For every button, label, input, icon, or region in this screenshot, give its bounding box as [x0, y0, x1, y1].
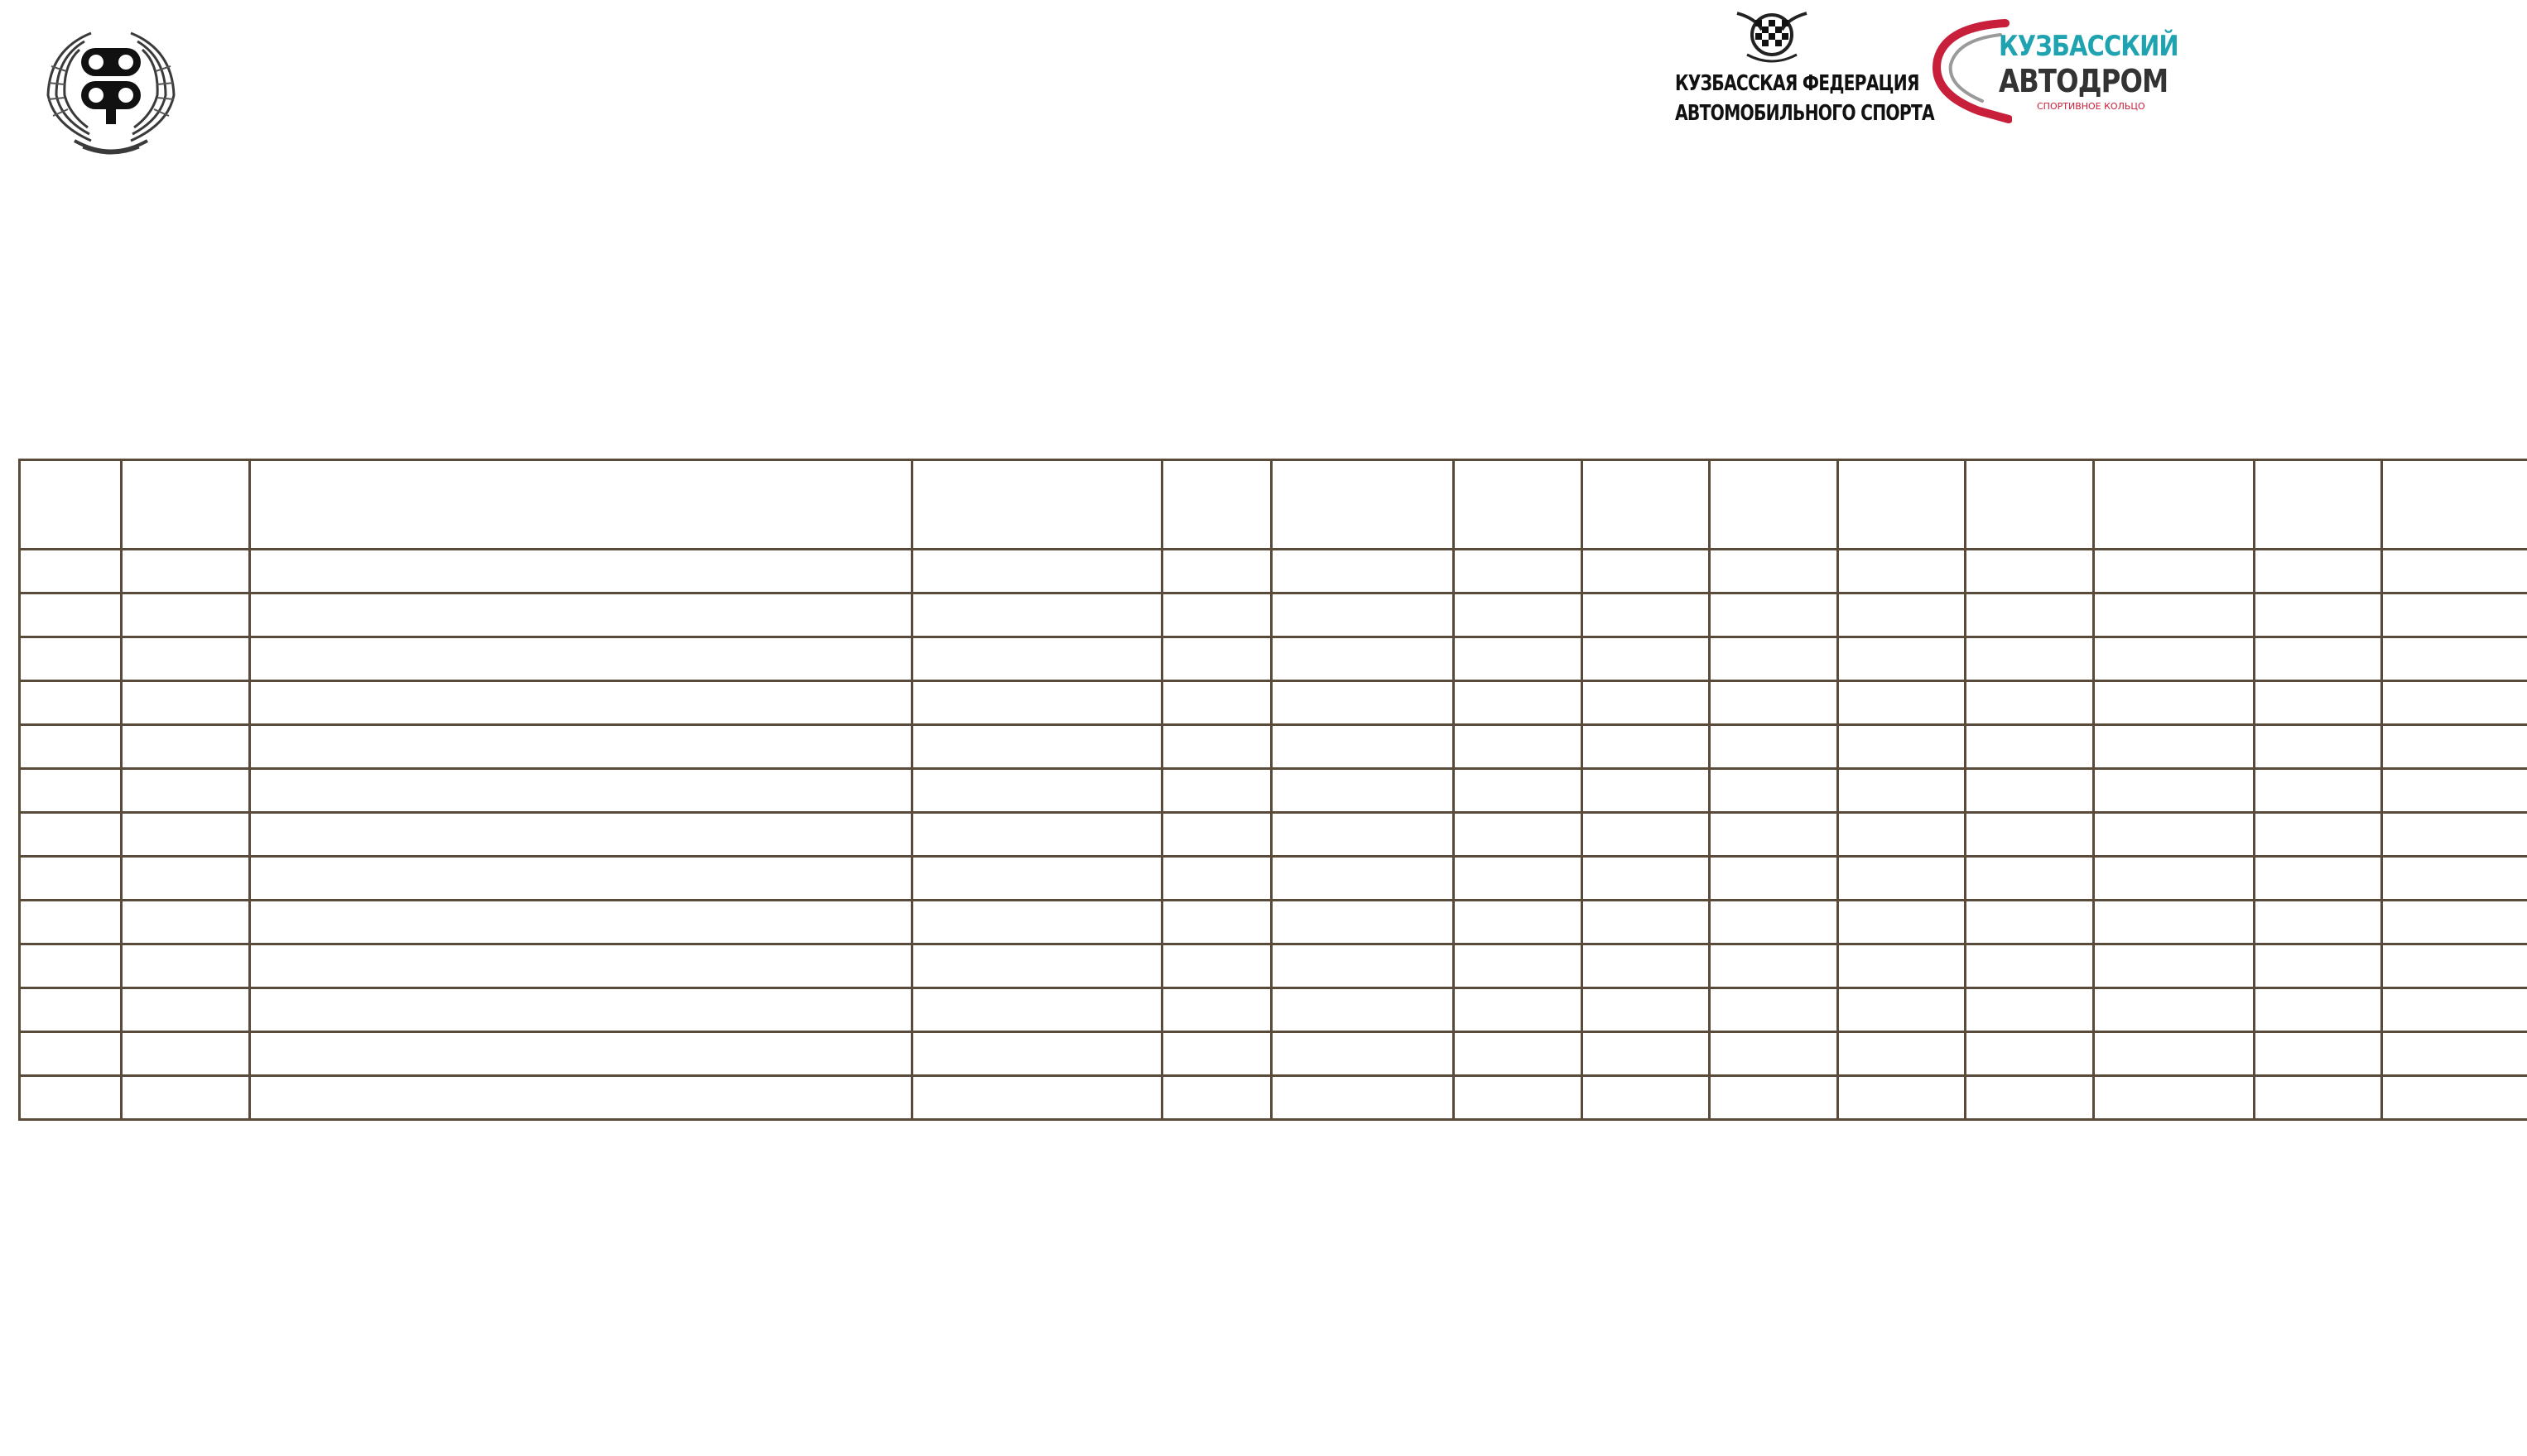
federation-logo	[1648, 2, 1934, 134]
table-header-cell	[2094, 460, 2255, 550]
table-row	[20, 637, 2527, 681]
table-cell	[1272, 681, 1454, 725]
table-cell	[2255, 1032, 2382, 1076]
raf-emblem-icon	[33, 17, 189, 157]
table-cell	[1966, 550, 2094, 593]
table-cell	[1710, 857, 1838, 901]
table-cell	[2094, 813, 2255, 857]
table-header-cell	[1582, 460, 1710, 550]
table-cell	[122, 1076, 250, 1120]
table-row	[20, 857, 2527, 901]
table-cell	[1162, 769, 1272, 813]
table-cell	[2382, 550, 2527, 593]
table-cell	[2255, 637, 2382, 681]
table-header-cell	[1710, 460, 1838, 550]
table-cell	[122, 1032, 250, 1076]
table-cell	[250, 1032, 912, 1076]
table-cell	[1838, 813, 1966, 857]
table-cell	[250, 550, 912, 593]
table-cell	[1162, 725, 1272, 769]
table-cell	[250, 901, 912, 944]
table-cell	[1582, 769, 1710, 813]
table-cell	[2382, 944, 2527, 988]
table-cell	[1966, 769, 2094, 813]
table-cell	[912, 550, 1162, 593]
table-cell	[2255, 857, 2382, 901]
table-cell	[2094, 637, 2255, 681]
table-cell	[1838, 681, 1966, 725]
table-cell	[1582, 857, 1710, 901]
table-cell	[1838, 944, 1966, 988]
table-cell	[2382, 769, 2527, 813]
table-cell	[1710, 1032, 1838, 1076]
autodrom-logo	[1929, 18, 2178, 126]
table-cell	[250, 769, 912, 813]
table-cell	[250, 593, 912, 637]
table-cell	[1272, 725, 1454, 769]
table-cell	[20, 901, 122, 944]
table-cell	[1454, 681, 1582, 725]
table-row	[20, 901, 2527, 944]
table-cell	[1966, 637, 2094, 681]
table-cell	[122, 550, 250, 593]
table-cell	[20, 637, 122, 681]
table-cell	[2255, 725, 2382, 769]
table-cell	[20, 857, 122, 901]
table-cell	[2094, 1032, 2255, 1076]
table-cell	[20, 988, 122, 1032]
table-cell	[1272, 1076, 1454, 1120]
table-row	[20, 550, 2527, 593]
table-cell	[1162, 550, 1272, 593]
table-cell	[20, 769, 122, 813]
table-cell	[1710, 681, 1838, 725]
table-cell	[912, 769, 1162, 813]
table-cell	[1966, 593, 2094, 637]
table-cell	[122, 813, 250, 857]
table-cell	[1966, 1076, 2094, 1120]
table-cell	[912, 901, 1162, 944]
table-cell	[20, 550, 122, 593]
table-cell	[1966, 1032, 2094, 1076]
table-cell	[2094, 901, 2255, 944]
table-cell	[2382, 988, 2527, 1032]
table-cell	[1582, 725, 1710, 769]
table-cell	[122, 637, 250, 681]
table-cell	[2094, 769, 2255, 813]
table-cell	[2255, 1076, 2382, 1120]
table-cell	[250, 988, 912, 1032]
table-cell	[2094, 550, 2255, 593]
table-cell	[1454, 813, 1582, 857]
table-header-cell	[122, 460, 250, 550]
table-cell	[912, 944, 1162, 988]
table-cell	[1966, 813, 2094, 857]
table-cell	[250, 944, 912, 988]
table-row	[20, 725, 2527, 769]
table-cell	[1272, 769, 1454, 813]
table-cell	[1966, 988, 2094, 1032]
table-cell	[1710, 593, 1838, 637]
table-cell	[1162, 681, 1272, 725]
table-cell	[122, 901, 250, 944]
table-cell	[1838, 857, 1966, 901]
table-cell	[1272, 901, 1454, 944]
table-cell	[1582, 637, 1710, 681]
table-cell	[2255, 769, 2382, 813]
table-cell	[2382, 901, 2527, 944]
table-cell	[2255, 550, 2382, 593]
table-cell	[1582, 901, 1710, 944]
table-cell	[1162, 1076, 1272, 1120]
table-cell	[1710, 901, 1838, 944]
table-cell	[2382, 725, 2527, 769]
table-cell	[2094, 988, 2255, 1032]
table-cell	[912, 725, 1162, 769]
table-cell	[1272, 550, 1454, 593]
table-cell	[1582, 944, 1710, 988]
table-cell	[1710, 944, 1838, 988]
table-cell	[912, 681, 1162, 725]
table-cell	[2094, 1076, 2255, 1120]
table-cell	[1582, 1032, 1710, 1076]
table-cell	[1162, 593, 1272, 637]
table-cell	[1710, 550, 1838, 593]
table-cell	[1582, 593, 1710, 637]
table-cell	[20, 1032, 122, 1076]
table-cell	[20, 944, 122, 988]
table-cell	[1582, 813, 1710, 857]
table-cell	[1162, 637, 1272, 681]
table-cell	[250, 1076, 912, 1120]
table-cell	[1710, 769, 1838, 813]
table-cell	[1710, 637, 1838, 681]
table-cell	[250, 681, 912, 725]
table-header-cell	[250, 460, 912, 550]
federation-name-line-1: КУЗБАССКАЯ ФЕДЕРАЦИЯ	[1675, 71, 1919, 96]
table-row	[20, 769, 2527, 813]
table-cell	[1454, 944, 1582, 988]
table-body	[20, 460, 2527, 1120]
table-header-cell	[2255, 460, 2382, 550]
table-cell	[2255, 901, 2382, 944]
table-cell	[1710, 1076, 1838, 1120]
table-cell	[2255, 681, 2382, 725]
table-cell	[1966, 901, 2094, 944]
table-cell	[912, 813, 1162, 857]
table-cell	[1838, 725, 1966, 769]
table-cell	[1454, 593, 1582, 637]
table-header-cell	[1162, 460, 1272, 550]
table-cell	[1162, 813, 1272, 857]
table-cell	[1838, 637, 1966, 681]
table-header-cell	[1272, 460, 1454, 550]
table-cell	[2382, 857, 2527, 901]
table-cell	[1454, 769, 1582, 813]
table-cell	[1582, 550, 1710, 593]
table-cell	[1454, 857, 1582, 901]
table-cell	[1454, 550, 1582, 593]
table-cell	[1966, 944, 2094, 988]
table-row	[20, 1076, 2527, 1120]
table-row	[20, 593, 2527, 637]
table-cell	[1162, 857, 1272, 901]
table-cell	[250, 637, 912, 681]
table-cell	[2255, 944, 2382, 988]
table-cell	[912, 1076, 1162, 1120]
table-header-cell	[2382, 460, 2527, 550]
table-cell	[1838, 1032, 1966, 1076]
table-cell	[1710, 813, 1838, 857]
table-cell	[912, 988, 1162, 1032]
table-header-cell	[1966, 460, 2094, 550]
table-cell	[2255, 988, 2382, 1032]
table-cell	[1838, 1076, 1966, 1120]
table-cell	[1454, 637, 1582, 681]
table-cell	[2382, 813, 2527, 857]
table-cell	[122, 725, 250, 769]
table-cell	[122, 681, 250, 725]
table-cell	[2094, 944, 2255, 988]
table-cell	[20, 725, 122, 769]
table-cell	[122, 593, 250, 637]
table-cell	[1838, 988, 1966, 1032]
table-cell	[2094, 593, 2255, 637]
table-cell	[122, 944, 250, 988]
table-cell	[1582, 1076, 1710, 1120]
table-cell	[1162, 944, 1272, 988]
table-cell	[1162, 988, 1272, 1032]
results-table	[18, 459, 2527, 1121]
table-header-cell	[20, 460, 122, 550]
table-cell	[1966, 681, 2094, 725]
table-cell	[1966, 725, 2094, 769]
table-header-row	[20, 460, 2527, 550]
table-cell	[1454, 1032, 1582, 1076]
autodrom-name-line-2: АВТОДРОМ	[1999, 63, 2168, 99]
table-cell	[1454, 725, 1582, 769]
table-cell	[2382, 637, 2527, 681]
table-cell	[912, 637, 1162, 681]
table-cell	[2255, 593, 2382, 637]
table-cell	[1272, 813, 1454, 857]
table-cell	[2382, 1032, 2527, 1076]
table-cell	[912, 1032, 1162, 1076]
table-row	[20, 813, 2527, 857]
table-cell	[2382, 593, 2527, 637]
table-cell	[250, 813, 912, 857]
table-cell	[122, 857, 250, 901]
table-cell	[1582, 988, 1710, 1032]
table-cell	[1272, 857, 1454, 901]
table-header-cell	[912, 460, 1162, 550]
table-cell	[1710, 988, 1838, 1032]
table-cell	[1272, 637, 1454, 681]
checkered-flags-emblem-icon	[1722, 2, 1822, 65]
table-cell	[912, 593, 1162, 637]
table-cell	[122, 769, 250, 813]
table-cell	[122, 988, 250, 1032]
table-row	[20, 681, 2527, 725]
table-row	[20, 944, 2527, 988]
table-cell	[1582, 681, 1710, 725]
table-header-cell	[1838, 460, 1966, 550]
table-cell	[2094, 681, 2255, 725]
table-cell	[2094, 857, 2255, 901]
federation-name-line-2: АВТОМОБИЛЬНОГО СПОРТА	[1675, 101, 1934, 126]
table-cell	[2382, 681, 2527, 725]
table-cell	[1838, 550, 1966, 593]
table-cell	[1838, 769, 1966, 813]
table-cell	[1838, 593, 1966, 637]
table-cell	[20, 813, 122, 857]
table-cell	[1272, 1032, 1454, 1076]
table-cell	[1838, 901, 1966, 944]
table-cell	[20, 1076, 122, 1120]
table-cell	[20, 593, 122, 637]
table-cell	[2382, 1076, 2527, 1120]
table-cell	[1162, 901, 1272, 944]
table-row	[20, 988, 2527, 1032]
autodrom-tagline: СПОРТИВНОЕ КОЛЬЦО	[2037, 101, 2145, 112]
table-cell	[20, 681, 122, 725]
autodrom-name-line-1: КУЗБАССКИЙ	[1999, 30, 2178, 63]
table-cell	[1272, 593, 1454, 637]
table-row	[20, 1032, 2527, 1076]
table-cell	[1966, 857, 2094, 901]
table-cell	[1272, 988, 1454, 1032]
table-cell	[1454, 1076, 1582, 1120]
table-cell	[2255, 813, 2382, 857]
table-cell	[912, 857, 1162, 901]
table-cell	[1162, 1032, 1272, 1076]
table-cell	[2094, 725, 2255, 769]
table-cell	[1272, 944, 1454, 988]
table-header-cell	[1454, 460, 1582, 550]
table-cell	[1710, 725, 1838, 769]
table-cell	[250, 857, 912, 901]
table-cell	[1454, 988, 1582, 1032]
table-cell	[250, 725, 912, 769]
table-cell	[1454, 901, 1582, 944]
